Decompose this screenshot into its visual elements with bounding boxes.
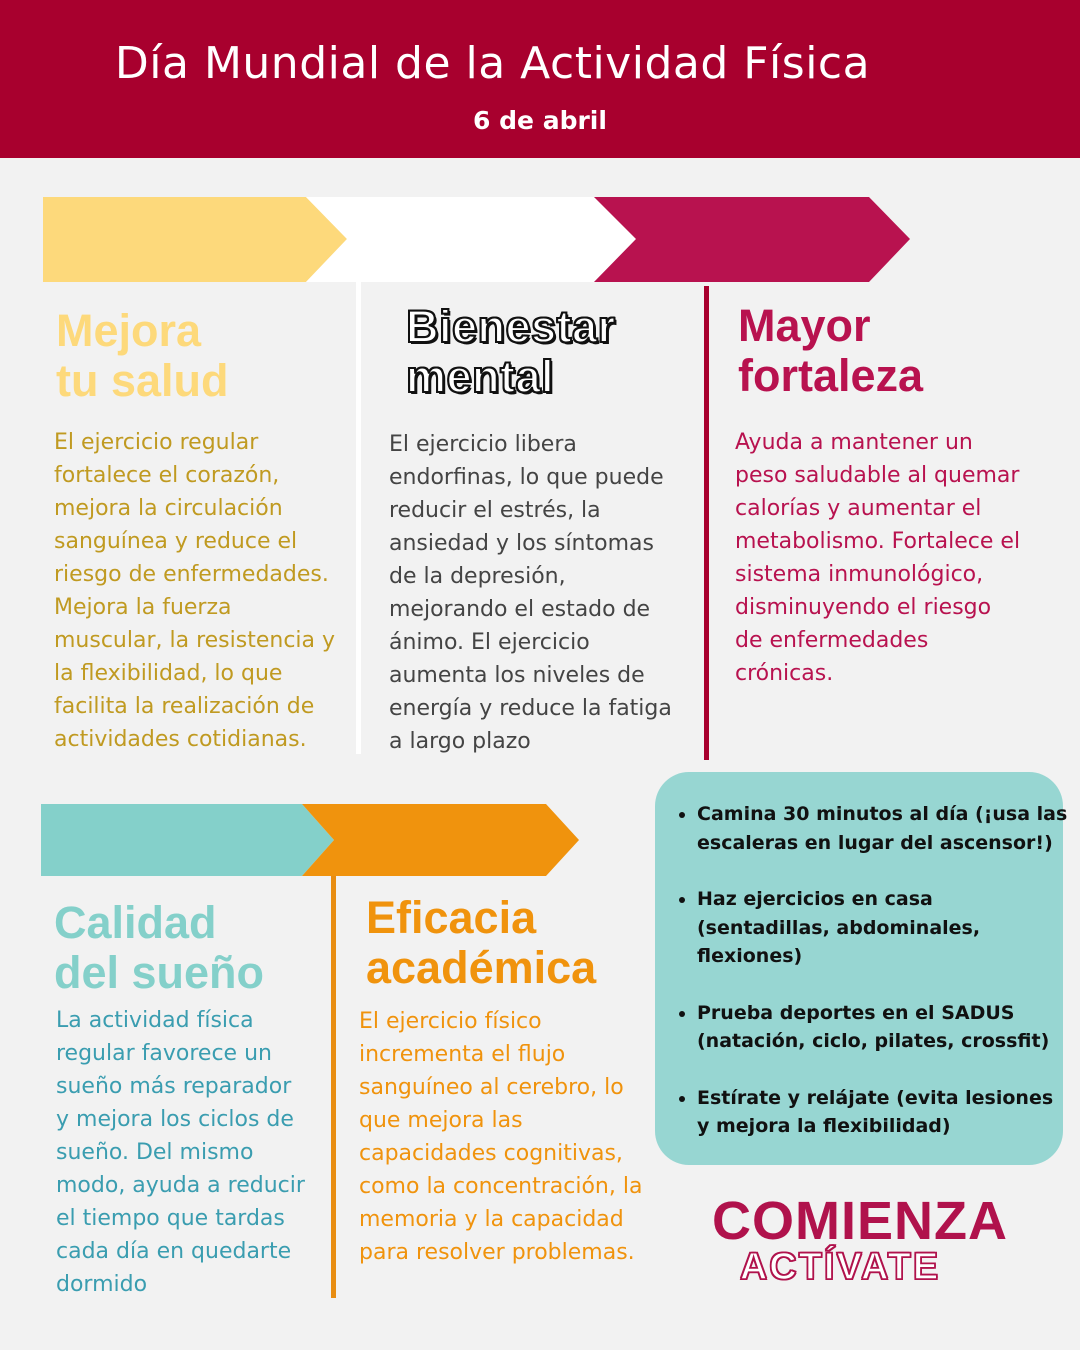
heading-line: tu salud — [56, 355, 229, 406]
heading-line: Mejora — [56, 305, 202, 356]
heading-eficacia-academica — [366, 893, 596, 993]
text-mayor-fortaleza: Ayuda a mantener un peso saludable al quemar calorías y aumentar el metabolismo. Fortalece el sistema inmunológico, disminuyendo el riesgo de enfermedades crónicas. — [735, 430, 1021, 686]
tip-item: • Camina 30 minutos al día (¡usa las escaleras en lugar del ascensor!) — [697, 800, 1069, 857]
divider-line-magenta — [704, 286, 709, 760]
tip-item: • Haz ejercicios en casa (sentadillas, abdominales, flexiones) — [697, 885, 1069, 971]
heading-line: fortaleza — [738, 350, 924, 401]
heading-mayor-fortaleza — [738, 301, 923, 401]
heading-line: Calidad — [54, 897, 217, 948]
arrow-magenta — [594, 197, 910, 282]
cta-activate: ACTÍVATE — [739, 1246, 941, 1288]
divider-line-white — [356, 282, 361, 754]
heading-line: Eficacia — [366, 892, 537, 943]
heading-calidad-sueno — [54, 898, 264, 998]
tips-box — [655, 772, 1068, 1165]
arrow-yellow — [43, 197, 347, 282]
text-calidad-sueno: La actividad física regular favorece un sueño más reparador y mejora los ciclos de sueño. Del mismo modo, ayuda a reducir el tiempo que tardas cada día en quedarte dormido — [56, 1008, 305, 1297]
heading-line: académica — [366, 942, 597, 993]
heading-bienestar-mental — [406, 302, 616, 402]
tips-list — [679, 800, 1069, 1169]
text-mejora-salud: El ejercicio regular fortalece el corazón, mejora la circulación sanguínea y reduce el riesgo de enfermedades. Mejora la fuerza muscular, la resistencia y la flexibilidad, lo que facilita la realización de actividades cotidianas. — [54, 430, 336, 752]
heading-line: Bienestar — [406, 301, 616, 352]
cta-comienza: COMIENZA — [712, 1191, 1008, 1251]
text-bienestar-mental: El ejercicio libera endorfinas, lo que puede reducir el estrés, la ansiedad y los síntomas de la depresión, mejorando el estado de ánimo. El ejercicio aumenta los niveles de energía y reduce la fatiga a largo plazo — [389, 432, 672, 754]
heading-mejora-salud — [56, 306, 229, 406]
divider-line-orange — [331, 876, 336, 1298]
page-title: Día Mundial de la Actividad Física — [114, 38, 871, 89]
event-date: 6 de abril — [473, 106, 607, 135]
tip-item: • Estírate y relájate (evita lesiones y mejora la flexibilidad) — [697, 1084, 1069, 1141]
tip-item: • Prueba deportes en el SADUS (natación, ciclo, pilates, crossfit) — [697, 999, 1069, 1056]
arrow-orange — [302, 804, 579, 876]
arrow-teal — [41, 804, 334, 876]
heading-line: del sueño — [54, 947, 265, 998]
text-eficacia-academica: El ejercicio físico incrementa el flujo sanguíneo al cerebro, lo que mejora las capacidades cognitivas, como la concentración, la memoria y la capacidad para resolver problemas. — [359, 1009, 643, 1265]
heading-line: Mayor — [738, 300, 871, 351]
arrow-white — [306, 197, 636, 282]
heading-line: mental — [406, 351, 555, 402]
